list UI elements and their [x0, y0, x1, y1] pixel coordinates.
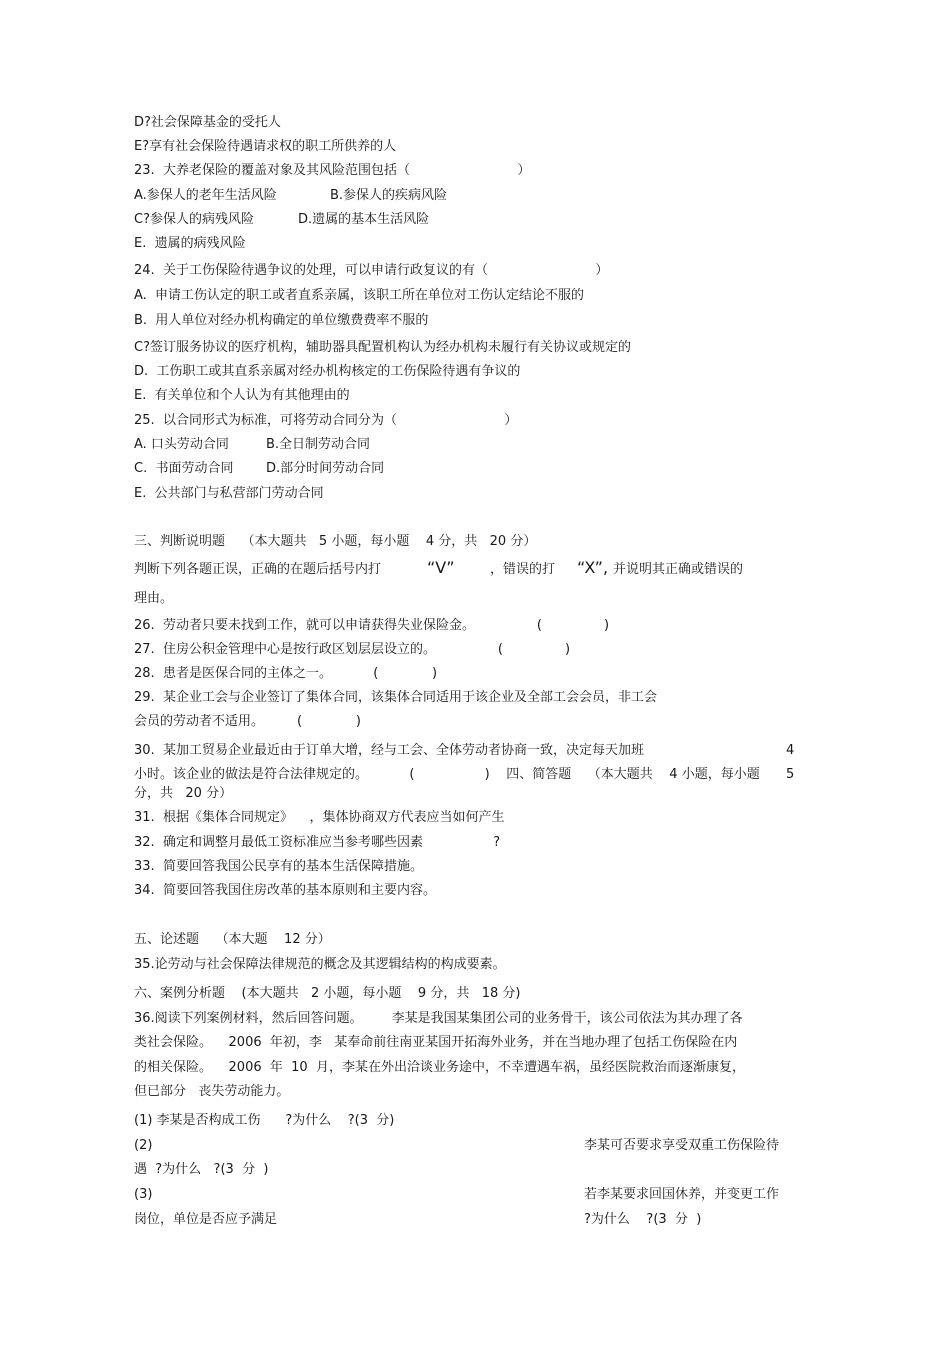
option-c-q23: C?参保人的病残风险 — [134, 212, 254, 227]
question-24: 24. 关于工伤保险待遇争议的处理，可以申请行政复议的有（ ） — [134, 263, 609, 278]
option-b-q23: B.参保人的疾病风险 — [330, 188, 448, 203]
question-36-b: 类社会保险。 2006 年初，李 某奉命前往南亚某国开拓海外业务，并在当地办理了包括工伤保险在内 — [134, 1035, 738, 1050]
option-a-q23: A.参保人的老年生活风险 — [134, 188, 277, 203]
question-36-d: 但已部分 丧失劳动能力。 — [134, 1084, 290, 1099]
sub-question-3-end: ?为什么 ?(3 分 ) — [584, 1212, 702, 1227]
option-a-q24: A. 申请工伤认定的职工或者直系亲属，该职工所在单位对工伤认定结论不服的 — [134, 288, 585, 303]
section-3-instruction-a: 判断下列各题正误，正确的在题后括号内打 — [134, 562, 382, 577]
sub-question-1: (1) 李某是否构成工伤 ?为什么 ?(3 分) — [134, 1113, 395, 1128]
section-6-heading: 六、案例分析题 (本大题共 2 小题，每小题 9 分，共 18 分) — [134, 986, 521, 1001]
option-e-q25: E. 公共部门与私营部门劳动合同 — [134, 486, 324, 501]
check-mark-symbol: “V” — [427, 558, 455, 577]
sub-question-2-text: 李某可否要求享受双重工伤保险待 — [584, 1138, 780, 1153]
sub-question-3-b: 岗位，单位是否应予满足 — [134, 1212, 278, 1227]
sub-question-3-number: (3) — [134, 1187, 153, 1202]
option-e-q24: E. 有关单位和个人认为有其他理由的 — [134, 388, 350, 403]
option-e-line: E?享有社会保险待遇请求权的职工所供养的人 — [134, 139, 397, 154]
question-36-c: 的相关保险。 2006 年 10 月，李某在外出洽谈业务途中，不幸遭遇车祸，虽经医院救治而逐渐康复， — [134, 1060, 745, 1075]
sub-question-2-end: 遇 ?为什么 ?(3 分 ) — [134, 1162, 269, 1177]
question-30-hours: 4 — [786, 743, 795, 758]
option-c-q24: C?签订服务协议的医疗机构，辅助器具配置机构认为经办机构未履行有关协议或规定的 — [134, 340, 631, 355]
question-30-a: 30. 某加工贸易企业最近由于订单大增，经与工会、全体劳动者协商一致，决定每天加班 — [134, 743, 644, 758]
question-28: 28. 患者是医保合同的主体之一。 ( ) — [134, 666, 438, 681]
option-d-q23: D.遗属的基本生活风险 — [298, 212, 430, 227]
section-3-instruction-c: 并说明其正确或错误的 — [613, 562, 744, 577]
question-30-b: 小时。该企业的做法是符合法律规定的。 ( ) 四、简答题 （本大题共 4 小题，每小题 — [134, 767, 760, 782]
section-5-heading: 五、论述题 （本大题 12 分） — [134, 932, 331, 947]
option-a-q25: A. 口头劳动合同 — [134, 437, 229, 452]
question-36-a: 36.阅读下列案例材料，然后回答问题。 李某是我国某集团公司的业务骨干，该公司依法为其办理了各 — [134, 1011, 743, 1026]
option-d-line: D?社会保障基金的受托人 — [134, 115, 281, 130]
question-23: 23. 大养老保险的覆盖对象及其风险范围包括（ ） — [134, 163, 531, 178]
option-d-q24: D. 工伤职工或其直系亲属对经办机构核定的工伤保险待遇有争议的 — [134, 364, 521, 379]
option-b-q25: B.全日制劳动合同 — [266, 437, 371, 452]
question-35: 35.论劳动与社会保障法律规范的概念及其逻辑结构的构成要素。 — [134, 957, 506, 972]
section-4-points: 5 — [786, 767, 795, 782]
sub-question-2-number: (2) — [134, 1138, 153, 1153]
section-4-heading-end: 分，共 20 分） — [134, 786, 233, 801]
section-3-instruction-b: ，错误的打 — [490, 562, 556, 577]
option-d-q25: D.部分时间劳动合同 — [266, 461, 385, 476]
question-34: 34. 简要回答我国住房改革的基本原则和主要内容。 — [134, 883, 436, 898]
sub-question-3-text: 若李某要求回国休养，并变更工作 — [584, 1187, 780, 1202]
question-31: 31. 根据《集体合同规定》 ，集体协商双方代表应当如何产生 — [134, 810, 505, 825]
question-29-b: 会员的劳动者不适用。 ( ) — [134, 714, 361, 729]
question-33: 33. 简要回答我国公民享有的基本生活保障措施。 — [134, 859, 423, 874]
question-29-a: 29. 某企业工会与企业签订了集体合同，该集体合同适用于该企业及全部工会会员，非工会 — [134, 690, 657, 705]
question-27: 27. 住房公积金管理中心是按行政区划层层设立的。 ( ) — [134, 642, 571, 657]
option-c-q25: C. 书面劳动合同 — [134, 461, 234, 476]
question-32: 32. 确定和调整月最低工资标准应当参考哪些因素 ? — [134, 835, 501, 850]
question-26: 26. 劳动者只要未找到工作，就可以申请获得失业保险金。 ( ) — [134, 618, 610, 633]
option-b-q24: B. 用人单位对经办机构确定的单位缴费费率不服的 — [134, 313, 429, 328]
cross-mark-symbol: “X”, — [577, 558, 609, 577]
section-3-heading: 三、判断说明题 （本大题共 5 小题，每小题 4 分，共 20 分） — [134, 534, 537, 549]
question-25: 25. 以合同形式为标准，可将劳动合同分为（ ） — [134, 413, 518, 428]
section-3-instruction-d: 理由。 — [134, 591, 174, 606]
option-e-q23: E. 遗属的病残风险 — [134, 236, 246, 251]
